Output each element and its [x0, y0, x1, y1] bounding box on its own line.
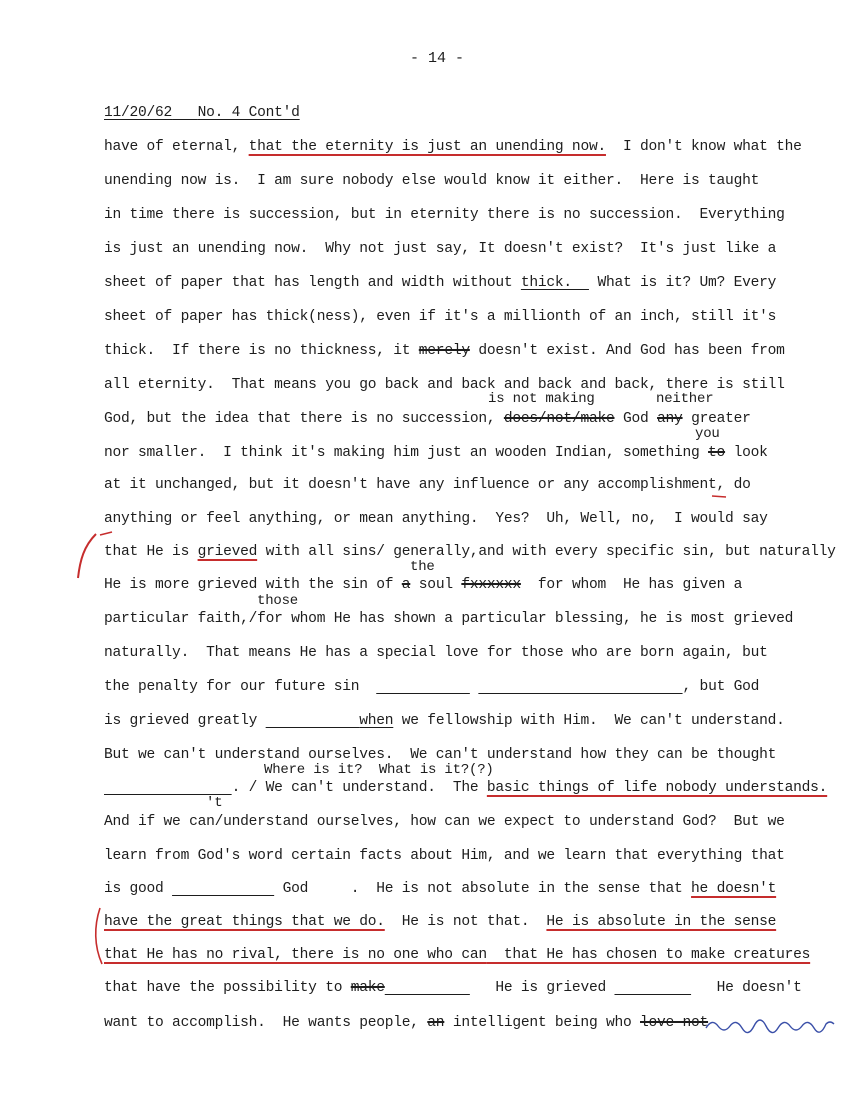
red-underlined-phrase: that the eternity is just an unending now.	[248, 139, 606, 155]
text-line-1: have of eternal, that the eternity is just an unending now. I don't know what the	[104, 139, 802, 155]
blank-line	[614, 980, 691, 996]
text-line-2: unending now is. I am sure nobody else would know it either. Here is taught	[104, 173, 760, 189]
insertion-apostrophe-t: 't	[206, 795, 223, 811]
text-line-13: that He is grieved with all sins/ generally,and with every specific sin, but naturally	[104, 544, 836, 560]
header-label: No. 4 Cont'd	[197, 105, 300, 121]
text-line-7: thick. If there is no thickness, it merely doesn't exist. And God has been from	[104, 343, 785, 359]
text-line-23: is good God . He is not absolute in the sense that he doesn't	[104, 881, 777, 897]
red-tick-mark	[712, 496, 726, 497]
red-margin-bracket	[96, 908, 102, 964]
blank-line	[478, 679, 682, 695]
text-line-20: . / We can't understand. The basic things of life nobody understands.	[104, 779, 827, 797]
blank-line	[376, 679, 470, 695]
blank-line	[266, 713, 360, 729]
text-line-21: And if we can/understand ourselves, how can we expect to understand God? But we	[104, 814, 785, 830]
text-line-14: He is more grieved with the sin of a soul fxxxxxx for whom He has given a	[104, 577, 743, 593]
insertion-those: those	[257, 593, 299, 609]
insertion-you: you	[695, 426, 720, 442]
blank-line	[172, 881, 274, 897]
blank-line	[104, 780, 232, 796]
text-line-22: learn from God's word certain facts about Him, and we learn that everything that	[104, 848, 785, 864]
insertion-neither: neither	[656, 391, 714, 407]
text-line-26: that have the possibility to make He is grieved He doesn't	[104, 980, 802, 996]
text-line-6: sheet of paper has thick(ness), even if it's a millionth of an inch, still it's	[104, 309, 777, 325]
insertion-the: the	[410, 559, 435, 575]
text-line-4: is just an unending now. Why not just say, It doesn't exist? It's just like a	[104, 241, 777, 257]
handwritten-blue-note	[706, 1020, 834, 1033]
header-line	[104, 104, 300, 122]
text-line-25: that He has no rival, there is no one who can that He has chosen to make creatures	[104, 947, 811, 963]
text-line-5: sheet of paper that has length and width without thick. What is it? Um? Every	[104, 275, 777, 291]
text-line-19: But we can't understand ourselves. We can't understand how they can be thought	[104, 747, 777, 763]
text-line-27: want to accomplish. He wants people, an intelligent being who love not	[104, 1015, 709, 1031]
blank-line	[385, 980, 470, 996]
struck-word: merely	[418, 343, 470, 359]
text-line-10: nor smaller. I think it's making him just an wooden Indian, something to look	[104, 445, 768, 461]
insertion-is-not-making: is not making	[488, 391, 595, 407]
text-line-3: in time there is succession, but in eternity there is no succession. Everything	[104, 207, 785, 223]
red-margin-bracket	[78, 534, 96, 578]
page-number: - 14 -	[410, 50, 465, 67]
header-date: 11/20/62	[104, 105, 173, 121]
text-line-16: naturally. That means He has a special love for those who are born again, but	[104, 645, 768, 661]
red-margin-bracket	[100, 532, 112, 535]
text-line-11: at it unchanged, but it doesn't have any influence or any accomplishment, do	[104, 477, 751, 493]
text-line-18: is grieved greatly when we fellowship with Him. We can't understand.	[104, 713, 785, 729]
text-line-9: God, but the idea that there is no succession, does/not/make God any greater	[104, 411, 751, 427]
text-line-8: all eternity. That means you go back and back and back and back, there is still	[104, 377, 785, 393]
text-line-24: have the great things that we do. He is not that. He is absolute in the sense	[104, 914, 777, 930]
insertion-where-is-it: Where is it? What is it?(?)	[264, 762, 494, 778]
text-line-15: particular faith,/for whom He has shown a particular blessing, he is most grieved	[104, 611, 794, 627]
text-line-17: the penalty for our future sin , but God	[104, 679, 760, 695]
text-line-12: anything or feel anything, or mean anything. Yes? Uh, Well, no, I would say	[104, 511, 768, 527]
